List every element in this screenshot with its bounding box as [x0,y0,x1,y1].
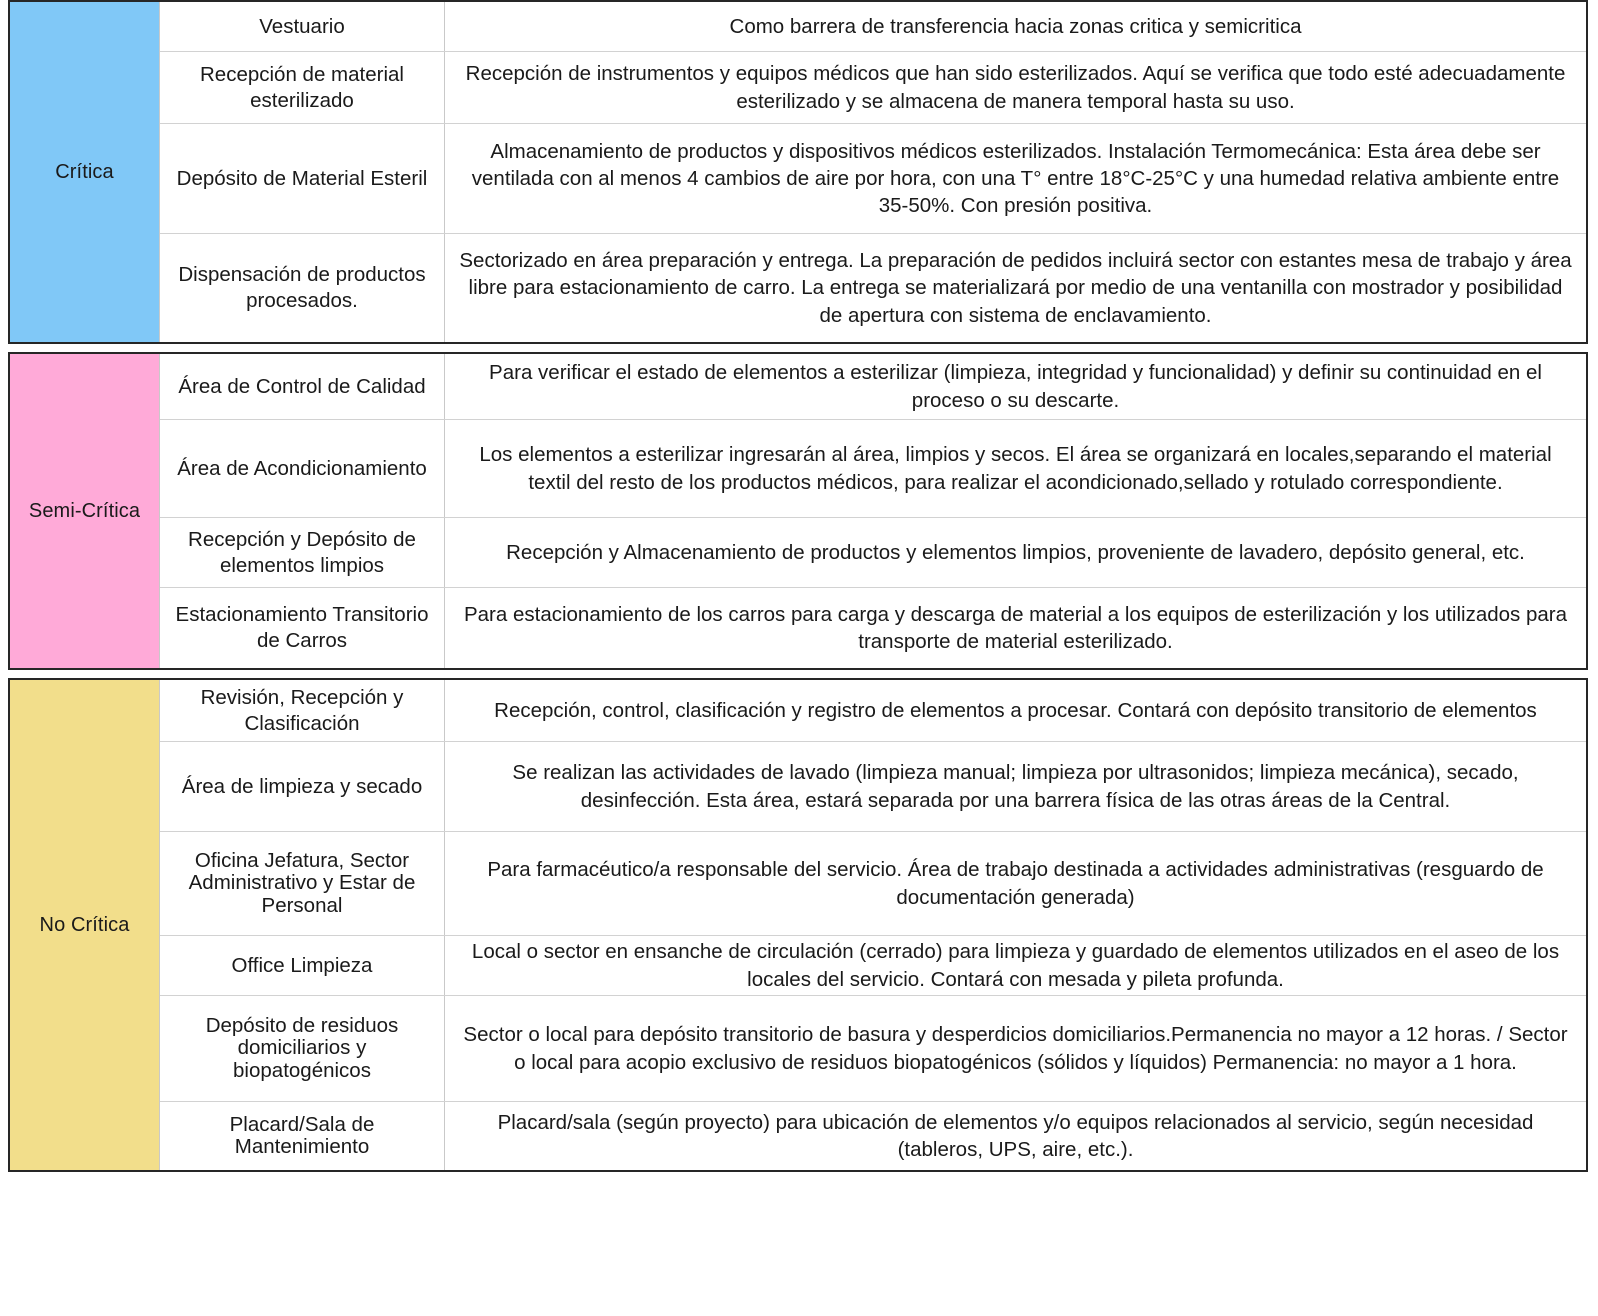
area-description [445,832,1586,935]
row-group-semicritica [160,354,1586,668]
table-row [160,680,1586,742]
area-description [445,518,1586,587]
area-description-text: Local o sector en ensanche de circulación (cerrado) para limpieza y guardado de elementos utilizados en el aseo de los locales del servicio. Contará con mesada y pileta profunda. [471,940,1560,991]
area-description [445,234,1586,342]
area-name: Vestuario [160,2,445,51]
area-name: Office Limpieza [160,936,445,995]
table-row [160,52,1586,124]
area-description-text: Se realizan las actividades de lavado (limpieza manual; limpieza por ultrasonidos; limpieza mecánica), secado, desinfección. Esta área, estará separada por una barrera física de las otras áreas de la Central. [512,761,1519,812]
area-description [445,1102,1586,1170]
area-name: Depósito de Material Esteril [160,124,445,233]
area-description-text: Placard/sala (según proyecto) para ubicación de elementos y/o equipos relacionados al servicio, según necesidad (tableros, UPS, aire, etc.). [497,1110,1534,1161]
area-description [445,588,1586,668]
area-description [445,742,1586,831]
area-description [445,936,1586,995]
area-description-text: Sector o local para depósito transitorio de basura y desperdicios domiciliarios.Permanencia no mayor a 12 horas. / Sector o local para acopio exclusivo de residuos biopatogénicos (sólidos y líquidos) Permanencia: no mayor a 1 hora. [463,1023,1568,1074]
table-row [160,936,1586,996]
zone-block-nocritica [8,678,1588,1172]
zone-block-critica [8,0,1588,344]
category-label-nocritica: No Crítica [10,680,160,1170]
area-description [445,124,1586,233]
table-row [160,996,1586,1102]
area-name: Estacionamiento Transitorio de Carros [160,588,445,668]
table-row [160,354,1586,420]
area-description [445,680,1586,741]
row-group-critica [160,2,1586,342]
area-description-text: Los elementos a esterilizar ingresarán al área, limpios y secos. El área se organizará en locales,separando el material textil del resto de los productos médicos, para realizar el acondicionado,sellado y rotulado correspondiente. [479,443,1552,494]
area-description-text: Almacenamiento de productos y dispositivos médicos esterilizados. Instalación Termomecánica: Esta área debe ser ventilada con al menos 4 cambios de aire por hora, con una T° entre 18°C-25°C y una humedad relativa ambiente entre 35-50%. Con presión positiva. [471,139,1560,218]
table-row [160,2,1586,52]
area-description [445,996,1586,1101]
table-row [160,420,1586,518]
area-name: Área de limpieza y secado [160,742,445,831]
table-row [160,518,1586,588]
category-label-semicritica: Semi-Crítica [10,354,160,668]
area-description-text: Para verificar el estado de elementos a esterilizar (limpieza, integridad y funcionalidad) y definir su continuidad en el proceso o su descarte. [489,361,1542,412]
table-row [160,832,1586,936]
table-row [160,742,1586,832]
area-description-text: Recepción, control, clasificación y registro de elementos a procesar. Contará con depósito transitorio de elementos [494,698,1537,722]
table-row [160,124,1586,234]
area-description-text: Recepción de instrumentos y equipos médicos que han sido esterilizados. Aquí se verifica que todo esté adecuadamente esterilizado y se almacena de manera temporal hasta su uso. [465,62,1566,113]
area-name: Depósito de residuos domiciliarios y biopatogénicos [160,996,445,1101]
area-description-text: Como barrera de transferencia hacia zonas critica y semicritica [729,14,1302,38]
area-description-text: Para estacionamiento de los carros para carga y descarga de material a los equipos de esterilización y los utilizados para transporte de material esterilizado. [463,602,1568,653]
zone-block-semicritica [8,352,1588,670]
area-description-text: Para farmacéutico/a responsable del servicio. Área de trabajo destinada a actividades administrativas (resguardo de documentación generada) [487,858,1544,909]
area-description [445,2,1586,51]
area-name: Área de Control de Calidad [160,354,445,419]
area-name: Placard/Sala de Mantenimiento [160,1102,445,1170]
area-description [445,420,1586,517]
area-name: Oficina Jefatura, Sector Administrativo y Estar de Personal [160,832,445,935]
area-name: Recepción y Depósito de elementos limpios [160,518,445,587]
area-description [445,52,1586,123]
row-group-nocritica [160,680,1586,1170]
area-name: Revisión, Recepción y Clasificación [160,680,445,741]
area-description-text: Recepción y Almacenamiento de productos y elementos limpios, proveniente de lavadero, depósito general, etc. [506,540,1525,564]
category-label-critica: Crítica [10,2,160,342]
table-row [160,1102,1586,1170]
area-name: Recepción de material esterilizado [160,52,445,123]
table-row [160,588,1586,668]
area-description-text: Sectorizado en área preparación y entrega. La preparación de pedidos incluirá sector con estantes mesa de trabajo y área libre para estacionamiento de carro. La entrega se materializará por medio de una ventanilla con mostrador y posibilidad de apertura con sistema de enclavamiento. [459,249,1572,327]
area-name: Área de Acondicionamiento [160,420,445,517]
table-row [160,234,1586,342]
area-name: Dispensación de productos procesados. [160,234,445,342]
area-description [445,354,1586,419]
